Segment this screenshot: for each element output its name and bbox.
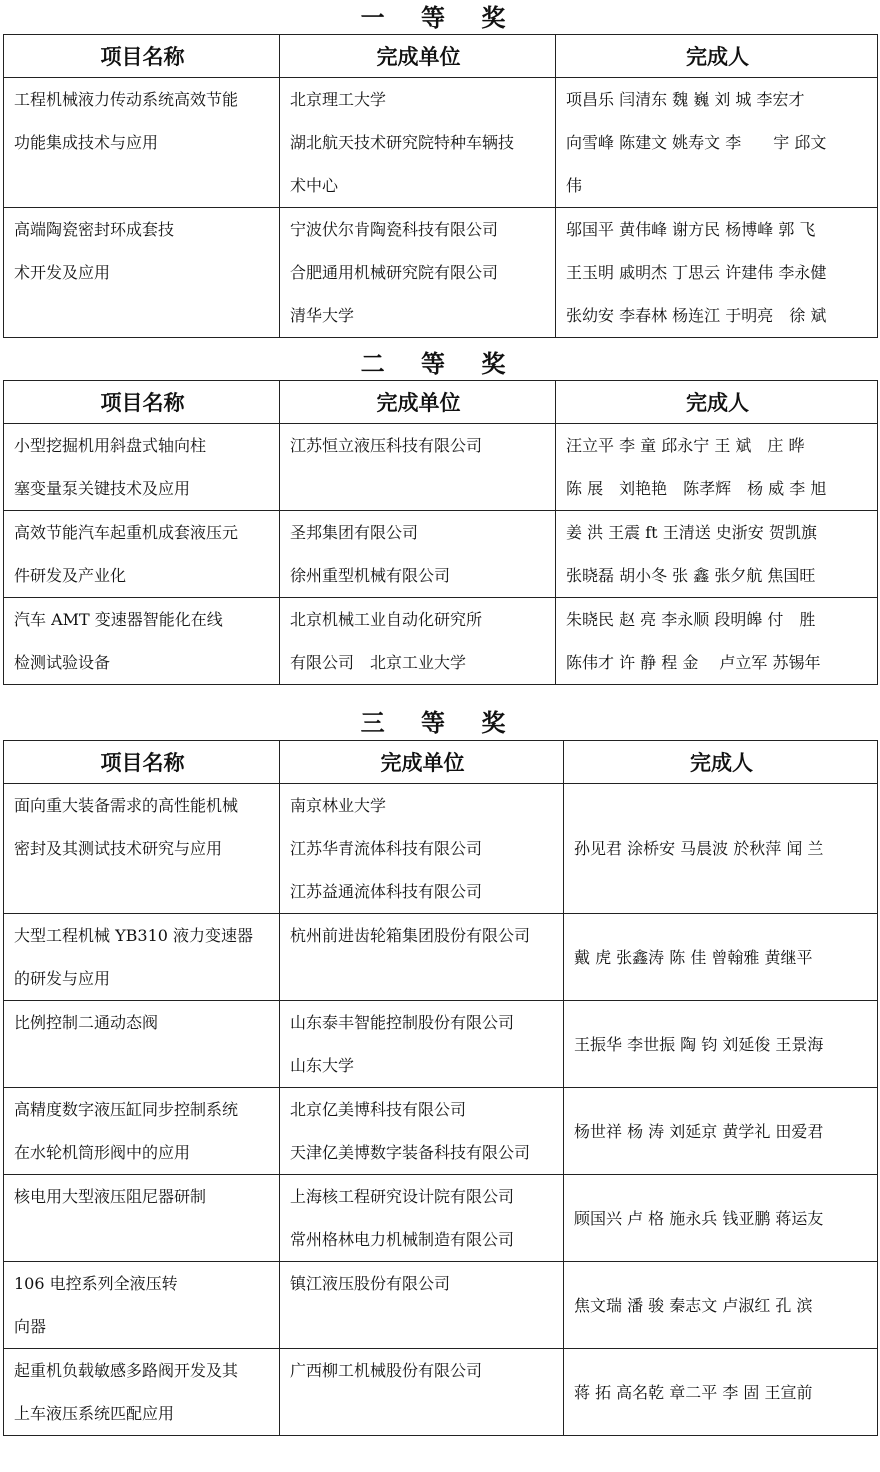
project-name-cell	[4, 784, 280, 914]
completion-unit-line: 山东大学	[290, 1056, 355, 1075]
project-name-line: 术开发及应用	[14, 263, 111, 282]
table-row	[4, 1349, 878, 1436]
completion-unit-line: 清华大学	[290, 306, 355, 325]
project-name-line: 面向重大装备需求的高性能机械	[14, 796, 239, 815]
table-row	[4, 598, 878, 685]
completion-people-line: 戴 虎 张鑫涛 陈 佳 曾翰雅 黄继平	[574, 947, 813, 967]
project-name-line: 上车液压系统匹配应用	[14, 1404, 175, 1423]
completion-people-line: 陈伟才 许 静 程 金 卢立军 苏锡年	[566, 653, 821, 672]
award-table-third-prize	[3, 740, 878, 1436]
project-name-line: 大型工程机械 YB310 液力变速器	[14, 926, 254, 945]
completion-unit-line: 山东泰丰智能控制股份有限公司	[290, 1013, 515, 1032]
completion-people-line: 汪立平 李 童 邱永宁 王 斌 庄 晔	[566, 436, 805, 455]
project-name-cell	[4, 511, 280, 598]
completion-people-cell	[556, 78, 878, 208]
project-name-cell	[4, 424, 280, 511]
completion-people-cell	[564, 1175, 878, 1262]
project-name-cell	[4, 1001, 280, 1088]
completion-unit-cell	[280, 1175, 564, 1262]
table-row	[4, 1175, 878, 1262]
completion-people-cell	[564, 1349, 878, 1436]
table-row	[4, 1001, 878, 1088]
completion-unit-cell	[280, 78, 556, 208]
section-title-second-prize: 二 等 奖	[360, 350, 520, 378]
completion-people-cell	[564, 1088, 878, 1175]
completion-unit-cell	[280, 1001, 564, 1088]
completion-unit-line: 宁波伏尔肯陶瓷科技有限公司	[290, 220, 499, 239]
completion-unit-line: 术中心	[290, 176, 339, 195]
completion-unit-line: 北京机械工业自动化研究所	[290, 610, 483, 629]
table-row	[4, 1262, 878, 1349]
completion-unit-cell	[280, 784, 564, 914]
section-title-first-prize: 一 等 奖	[360, 4, 520, 32]
completion-unit-line: 镇江液压股份有限公司	[290, 1274, 451, 1293]
completion-people-line: 王玉明 戚明杰 丁思云 许建伟 李永健	[566, 263, 827, 282]
project-name-line: 高端陶瓷密封环成套技	[14, 220, 175, 239]
award-table-second-prize	[3, 380, 878, 685]
completion-people-cell	[556, 511, 878, 598]
table-row	[4, 914, 878, 1001]
column-header-unit: 完成单位	[280, 35, 556, 78]
project-name-line: 高效节能汽车起重机成套液压元	[14, 523, 239, 542]
table-header-row	[4, 381, 878, 424]
completion-people-line: 焦文瑞 潘 骏 秦志文 卢淑红 孔 滨	[574, 1295, 813, 1315]
project-name-line: 小型挖掘机用斜盘式轴向柱	[14, 436, 207, 455]
completion-people-cell	[564, 914, 878, 1001]
table-row	[4, 424, 878, 511]
project-name-line: 件研发及产业化	[14, 566, 127, 585]
table-row	[4, 784, 878, 914]
completion-unit-line: 徐州重型机械有限公司	[290, 566, 451, 585]
project-name-cell	[4, 78, 280, 208]
completion-people-cell	[556, 208, 878, 338]
completion-people-line: 伟	[566, 176, 583, 195]
completion-unit-cell	[280, 1262, 564, 1349]
completion-people-line: 顾国兴 卢 格 施永兵 钱亚鹏 蒋运友	[574, 1208, 824, 1228]
completion-people-line: 朱晓民 赵 亮 李永顺 段明皞 付 胜	[566, 610, 816, 629]
completion-unit-line: 湖北航天技术研究院特种车辆技	[290, 133, 515, 152]
project-name-line: 的研发与应用	[14, 969, 111, 988]
completion-unit-line: 有限公司 北京工业大学	[290, 653, 467, 672]
completion-people-line: 王振华 李世振 陶 钧 刘延俊 王景海	[574, 1034, 824, 1054]
table-row	[4, 511, 878, 598]
completion-unit-line: 广西柳工机械股份有限公司	[290, 1361, 483, 1380]
completion-unit-line: 江苏华青流体科技有限公司	[290, 839, 483, 858]
project-name-cell	[4, 598, 280, 685]
project-name-line: 工程机械液力传动系统高效节能	[14, 90, 239, 109]
completion-people-cell	[564, 784, 878, 914]
completion-people-line: 蒋 拓 高名乾 章二平 李 固 王宣前	[574, 1382, 813, 1402]
completion-unit-cell	[280, 598, 556, 685]
table-row	[4, 1088, 878, 1175]
project-name-line: 向器	[14, 1317, 47, 1336]
completion-people-line: 邬国平 黄伟峰 谢方民 杨博峰 郭 飞	[566, 220, 816, 239]
completion-unit-cell	[280, 914, 564, 1001]
completion-people-line: 孙见君 涂桥安 马晨波 於秋萍 闻 兰	[574, 839, 824, 858]
completion-unit-line: 江苏恒立液压科技有限公司	[290, 436, 483, 455]
project-name-cell	[4, 1088, 280, 1175]
completion-unit-line: 北京亿美博科技有限公司	[290, 1100, 467, 1119]
completion-people-line: 项昌乐 闫清东 魏 巍 刘 城 李宏才	[566, 90, 805, 109]
completion-unit-cell	[280, 511, 556, 598]
completion-people-cell	[564, 1262, 878, 1349]
project-name-cell	[4, 914, 280, 1001]
column-header-unit: 完成单位	[280, 381, 556, 424]
completion-unit-cell	[280, 1349, 564, 1436]
column-header-people: 完成人	[564, 741, 878, 784]
completion-unit-cell	[280, 1088, 564, 1175]
project-name-line: 核电用大型液压阻尼器研制	[14, 1187, 207, 1206]
completion-unit-line: 天津亿美博数字装备科技有限公司	[290, 1143, 531, 1162]
completion-unit-line: 合肥通用机械研究院有限公司	[290, 263, 499, 282]
project-name-line: 汽车 AMT 变速器智能化在线	[14, 610, 223, 629]
column-header-project: 项目名称	[4, 35, 280, 78]
completion-people-cell	[556, 598, 878, 685]
table-header-row	[4, 35, 878, 78]
completion-people-line: 陈 展 刘艳艳 陈孝辉 杨 威 李 旭	[566, 479, 827, 498]
table-row	[4, 78, 878, 208]
column-header-project: 项目名称	[4, 381, 280, 424]
table-row	[4, 208, 878, 338]
completion-people-cell	[564, 1001, 878, 1088]
award-table-first-prize	[3, 34, 878, 338]
completion-unit-line: 南京林业大学	[290, 796, 387, 815]
project-name-line: 高精度数字液压缸同步控制系统	[14, 1100, 239, 1119]
project-name-cell	[4, 1175, 280, 1262]
completion-people-line: 向雪峰 陈建文 姚寿文 李 宇 邱文	[566, 133, 827, 152]
column-header-unit: 完成单位	[280, 741, 564, 784]
project-name-line: 检测试验设备	[14, 653, 111, 672]
completion-unit-line: 常州格林电力机械制造有限公司	[290, 1230, 515, 1249]
completion-people-line: 张幼安 李春林 杨连江 于明亮 徐 斌	[566, 306, 827, 325]
project-name-line: 106 电控系列全液压转	[14, 1274, 178, 1293]
project-name-line: 在水轮机筒形阀中的应用	[14, 1143, 191, 1162]
project-name-line: 比例控制二通动态阀	[14, 1013, 159, 1032]
column-header-people: 完成人	[556, 381, 878, 424]
project-name-line: 起重机负载敏感多路阀开发及其	[14, 1361, 239, 1380]
project-name-cell	[4, 1262, 280, 1349]
project-name-line: 密封及其测试技术研究与应用	[14, 839, 223, 858]
table-header-row	[4, 741, 878, 784]
completion-unit-line: 圣邦集团有限公司	[290, 523, 419, 542]
completion-unit-cell	[280, 208, 556, 338]
completion-people-cell	[556, 424, 878, 511]
project-name-line: 功能集成技术与应用	[14, 133, 159, 152]
completion-unit-line: 江苏益通流体科技有限公司	[290, 882, 483, 901]
project-name-cell	[4, 208, 280, 338]
completion-unit-cell	[280, 424, 556, 511]
completion-unit-line: 北京理工大学	[290, 90, 387, 109]
section-title-third-prize: 三 等 奖	[360, 709, 520, 737]
completion-people-line: 姜 洪 王震 ft 王清送 史浙安 贺凯旗	[566, 523, 817, 542]
project-name-line: 塞变量泵关键技术及应用	[14, 479, 191, 498]
column-header-people: 完成人	[556, 35, 878, 78]
project-name-cell	[4, 1349, 280, 1436]
column-header-project: 项目名称	[4, 741, 280, 784]
completion-unit-line: 上海核工程研究设计院有限公司	[290, 1187, 515, 1206]
completion-people-line: 张晓磊 胡小冬 张 鑫 张夕航 焦国旺	[566, 566, 816, 585]
completion-unit-line: 杭州前进齿轮箱集团股份有限公司	[290, 926, 531, 945]
completion-people-line: 杨世祥 杨 涛 刘延京 黄学礼 田爱君	[574, 1121, 824, 1141]
